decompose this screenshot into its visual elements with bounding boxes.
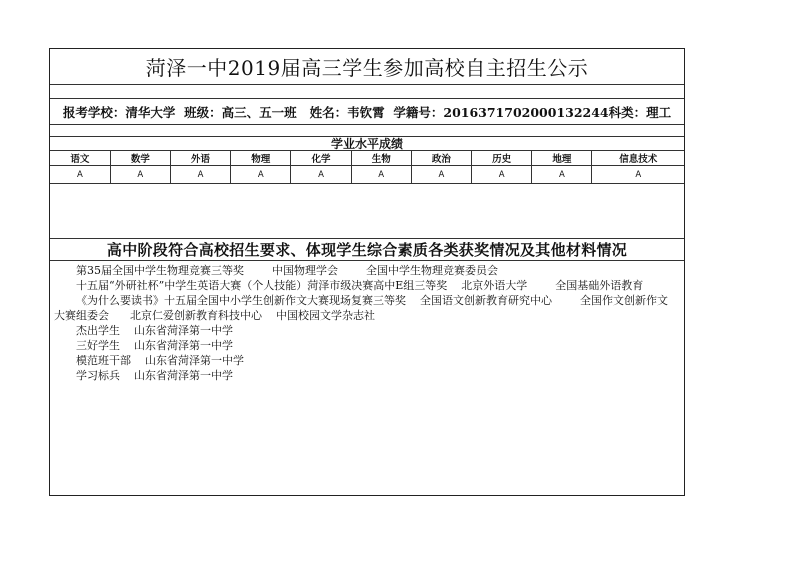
grades-header-row [50,151,684,166]
grade-cell: A [50,166,110,184]
subject-header: 物理 [231,151,291,166]
school-field: 报考学校：清华大学 [62,104,176,120]
subject-header: 生物 [351,151,411,166]
subject-header: 历史 [472,151,532,166]
grade-cell: A [291,166,351,184]
grade-cell: A [472,166,532,184]
grade-cell: A [411,166,471,184]
grade-cell: A [231,166,291,184]
award-item: 《为什么要读书》十五届全国中小学生创新作文大赛现场复赛三等奖 全国语文创新教育研究中心 全国作文创新作文大赛组委会 北京仁爱创新教育科技中心 中国校园文学杂志社 [54,294,668,322]
grade-cell: A [532,166,592,184]
student-id-field: 学籍号：2016371702000132244 [393,104,609,120]
subject-header: 语文 [50,151,110,166]
award-item: 模范班干部 山东省菏泽第一中学 [76,354,244,367]
subject-header: 地理 [532,151,592,166]
grade-cell: A [110,166,170,184]
awards-list [54,263,678,383]
subject-header: 政治 [411,151,471,166]
award-item: 第35届全国中学生物理竞赛三等奖 中国物理学会 全国中学生物理竞赛委员会 [76,264,498,277]
grades-section-title: 学业水平成绩 [50,137,684,151]
subject-header: 信息技术 [592,151,684,166]
subject-header: 化学 [291,151,351,166]
name-field: 姓名：韦钦霄 [309,104,385,120]
grade-cell: A [351,166,411,184]
awards-section-title: 高中阶段符合高校招生要求、体现学生综合素质各类获奖情况及其他材料情况 [50,239,684,261]
page-title: 菏泽一中2019届高三学生参加高校自主招生公示 [50,49,684,85]
blank-row [50,85,684,99]
award-item: 十五届“外研社杯”中学生英语大赛（个人技能）菏泽市级决赛高中E组三等奖 北京外语大学 全国基础外语教育 [76,279,644,292]
award-item: 三好学生 山东省菏泽第一中学 [76,339,233,352]
grade-cell: A [170,166,230,184]
class-field: 班级：高三、五一班 [184,104,297,120]
category-field: 科类：理工 [608,104,672,120]
grade-cell: A [635,169,642,180]
subject-header: 数学 [110,151,170,166]
student-info-row [50,99,684,125]
publicity-sheet [49,48,685,496]
grades-table [50,151,684,184]
grades-value-row [50,166,684,184]
subject-header: 外语 [170,151,230,166]
award-item: 杰出学生 山东省菏泽第一中学 [76,324,233,337]
award-item: 学习标兵 山东省菏泽第一中学 [76,369,233,382]
blank-row [50,183,684,239]
